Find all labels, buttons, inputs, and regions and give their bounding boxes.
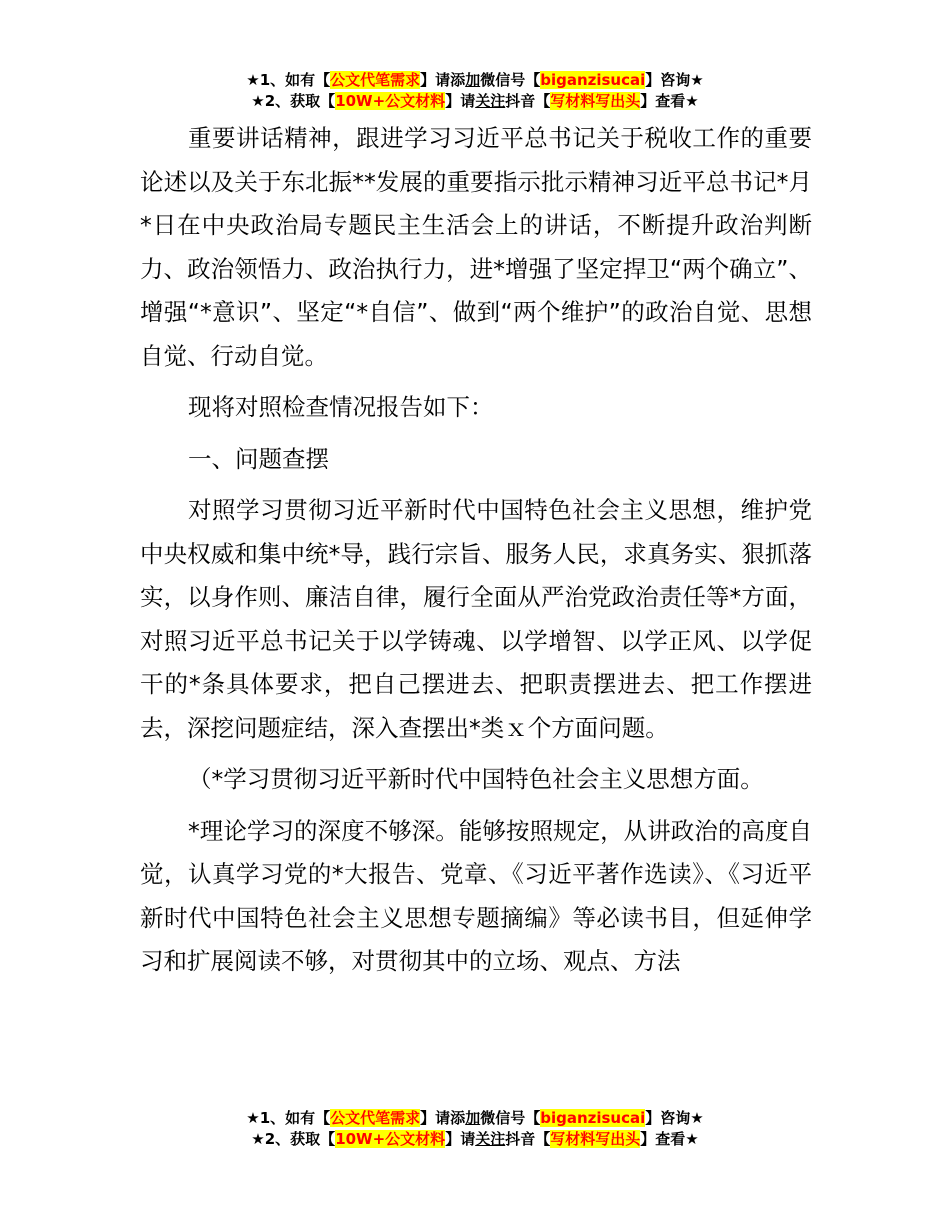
highlight-douyin: 写材料写出头 — [550, 1130, 641, 1148]
subsection-heading: （*学习贯彻习近平新时代中国特色社会主义思想方面。 — [188, 765, 764, 793]
highlight-douyin: 写材料写出头 — [550, 92, 641, 110]
paragraph-2: 现将对照检查情况报告如下： — [188, 393, 494, 421]
highlight-wechat-id: biganzisucai — [540, 1109, 646, 1127]
header-banner-line-1: ★1、如有【公文代笔需求】请添加微信号【biganzisucai】咨询★ — [246, 71, 704, 89]
highlight-service: 公文代笔需求 — [330, 71, 421, 89]
paragraph-1: 重要讲话精神，跟进学习习近平总书记关于税收工作的重要论述以及关于东北振**发展的重要指示批示精神习近平总书记*月*日在中央政治局专题民主生活会上的讲话，不断提升政治判断力、政治领悟力、政治执行力，进*增强了坚定捍卫“两个确立”、增强“*意识”、坚定“*自信”、做到“两个维护”的政治自觉、思想自觉、行动自觉。 — [140, 124, 812, 370]
document-body — [140, 117, 812, 984]
header-banner-line-2: ★2、获取【10W+公文材料】请关注抖音【写材料写出头】查看★ — [251, 92, 699, 110]
footer-banner — [0, 1108, 950, 1150]
header-banner — [0, 70, 950, 112]
highlight-materials: 10W+公文材料 — [335, 1130, 446, 1148]
paragraph-4: 对照学习贯彻习近平新时代中国特色社会主义思想，维护党中央权威和集中统*导，践行宗旨、服务人民，求真务实、狠抓落实，以身作则、廉洁自律，履行全面从严治党政治责任等*方面，对照习近平总书记关于以学铸魂、以学增智、以学正风、以学促干的*条具体要求，把自己摆进去、把职责摆进去、把工作摆进去，深挖问题症结，深入查摆出*类ｘ个方面问题。 — [140, 496, 812, 742]
footer-banner-line-2: ★2、获取【10W+公文材料】请关注抖音【写材料写出头】查看★ — [251, 1130, 699, 1148]
highlight-wechat-id: biganzisucai — [540, 71, 646, 89]
footer-banner-line-1: ★1、如有【公文代笔需求】请添加微信号【biganzisucai】咨询★ — [246, 1109, 704, 1127]
section-heading: 一、问题查摆 — [188, 444, 329, 473]
paragraph-6: *理论学习的深度不够深。能够按照规定，从讲政治的高度自觉，认真学习党的*大报告、党章、《习近平著作选读》、《习近平新时代中国特色社会主义思想专题摘编》等必读书目，但延伸学习和扩展阅读不够，对贯彻其中的立场、观点、方法 — [140, 816, 812, 975]
highlight-materials: 10W+公文材料 — [335, 92, 446, 110]
highlight-service: 公文代笔需求 — [330, 1109, 421, 1127]
